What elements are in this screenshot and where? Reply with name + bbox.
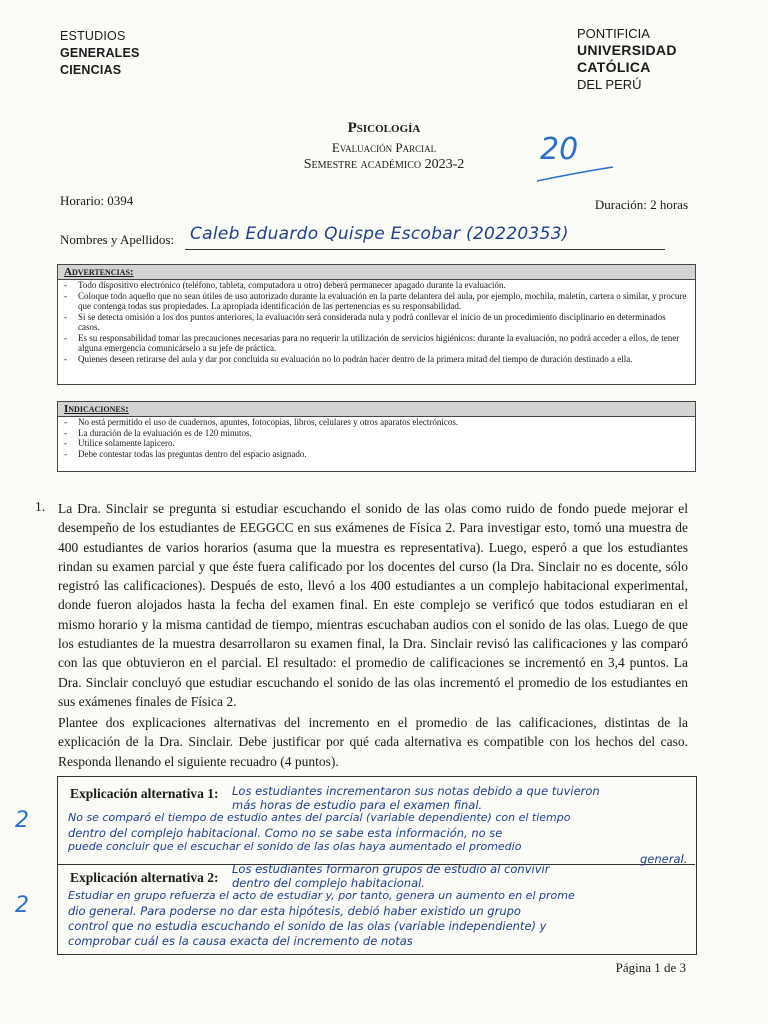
faculty-line-1: ESTUDIOS bbox=[60, 29, 126, 43]
name-line bbox=[185, 249, 665, 250]
question-text: La Dra. Sinclair se pregunta si estudiar escuchando el sonido de las olas como ruido de fondo puede mejorar el desempeño de los estudiantes de EEGGCC en sus exámenes de Física 2. Para investigar esto, tomó una muestra de 400 estudiantes de varios horarios (asuma que la muestra es representativa). Luego, esperó a que los estudiantes rindan su examen parcial y que éste fuera calificado por los docentes del curso (la Dra. Sinclair no es docente, sólo registró las calificaciones). Después de esto, llevó a los 400 estudiantes a un complejo habitacional experimental, donde fueron alojados hasta la fecha del examen final. En este complejo se verificó que todos estudiaran en el mismo horario y la misma cantidad de tiempo, mientras escuchaban audios con el sonido de las olas. Luego de que los estudiantes de la muestra desarrollaron su examen final, la Dra. Sinclair revisó las calificaciones y las comparó con las que obtuvieron en el parcial. El resultado: el promedio de calificaciones se incrementó en 3,4 puntos. La Dra. Sinclair concluyó que estudiar escuchando el sonido de las olas incrementó el promedio de los estudiantes en sus exámenes finales de Física 2. bbox=[58, 501, 688, 709]
instruction-item: - No está permitido el uso de cuadernos, apuntes, fotocopias, libros, celulares y otros aparatos electrónicos. bbox=[64, 417, 689, 428]
warnings-box bbox=[57, 264, 696, 385]
alt1-label: Explicación alternativa 1: bbox=[70, 786, 219, 801]
instructions-heading: Indicaciones: bbox=[58, 402, 695, 417]
instructions-box bbox=[57, 401, 696, 472]
warning-item: - Es su responsabilidad tomar las precauciones necesarias para no requerir la utilización de servicios higiénicos: durante la evaluación, no podrá acceder a ellos, de tener alguna emergencia comunicárselo a su jefe de práctica. bbox=[64, 333, 689, 354]
university-line-4: DEL PERÚ bbox=[577, 77, 642, 92]
university-line-1: PONTIFICIA bbox=[577, 26, 650, 41]
question-number: 1. bbox=[35, 499, 46, 514]
alt1-score: 2 bbox=[15, 808, 29, 833]
grade-underline bbox=[535, 165, 615, 183]
duration: Duración: 2 horas bbox=[594, 197, 688, 212]
faculty-line-2: GENERALES bbox=[60, 46, 140, 60]
alt2-score: 2 bbox=[15, 893, 29, 918]
university-line-3: CATÓLICA bbox=[577, 59, 651, 75]
faculty-block bbox=[60, 28, 140, 79]
instruction-item: - Utilice solamente lapicero. bbox=[64, 438, 689, 449]
question-task: Plantee dos explicaciones alternativas del incremento en el promedio de las calificaciones, distintas de la explicación de la Dra. Sinclair. Debe justificar por qué cada alternativa es compatible con los hechos del caso. Responda llenando el siguiente recuadro (4 puntos). bbox=[58, 715, 688, 769]
alt1-line: No se comparó el tiempo de estudio antes del parcial (variable dependiente) con el tiempo bbox=[68, 811, 571, 824]
student-name: Caleb Eduardo Quispe Escobar (20220353) bbox=[190, 224, 569, 244]
grade-mark: 20 bbox=[540, 132, 579, 167]
university-logo bbox=[577, 25, 677, 93]
instruction-item: - Debe contestar todas las preguntas dentro del espacio asignado. bbox=[64, 449, 689, 460]
warnings-heading: Advertencias: bbox=[58, 265, 695, 280]
alt1-line: puede concluir que el escuchar el sonido de las olas haya aumentado el promedio bbox=[68, 840, 522, 853]
warning-item: - Quienes deseen retirarse del aula y dar por concluida su evaluación no lo podrán hacer dentro de la primera mitad del tiempo de duración destinado a ella. bbox=[64, 354, 689, 365]
schedule: Horario: 0394 bbox=[60, 193, 134, 208]
instructions-list bbox=[58, 417, 695, 459]
warning-item: - Todo dispositivo electrónico (teléfono, tableta, computadora u otro) deberá permanecer apagado durante la evaluación. bbox=[64, 280, 689, 291]
alt2-line: control que no estudia escuchando el sonido de las olas (variable independiente) y bbox=[68, 919, 547, 933]
alt2-line: Los estudiantes formaron grupos de estudio al convivir bbox=[232, 862, 550, 876]
exam-subtitle: Evaluación Parcial bbox=[331, 140, 437, 155]
faculty-line-3: CIENCIAS bbox=[60, 63, 122, 77]
page-number: Página 1 de 3 bbox=[615, 960, 686, 975]
alt2-line: dentro del complejo habitacional. bbox=[232, 876, 425, 890]
instruction-item: - La duración de la evaluación es de 120 minutos. bbox=[64, 428, 689, 439]
alt2-line: Estudiar en grupo refuerza el acto de estudiar y, por tanto, genera un aumento en el prome bbox=[68, 889, 575, 902]
alt2-label: Explicación alternativa 2: bbox=[70, 870, 219, 885]
warning-item: - Coloque todo aquello que no sean útiles de uso autorizado durante la evaluación en la parte delantera del aula, por ejemplo, mochila, maletín, cartera o similar, y procure que contenga todas sus propiedades. La apropiada identificación de las pertenencias es su responsabilidad. bbox=[64, 291, 689, 312]
alt2-line: comprobar cuál es la causa exacta del incremento de notas bbox=[68, 934, 413, 948]
alt2-line: dio general. Para poderse no dar esta hipótesis, debió haber existido un grupo bbox=[68, 904, 521, 918]
alt1-line: general. bbox=[640, 852, 688, 866]
warning-item: - Si se detecta omisión a los dos puntos anteriores, la evaluación será considerada nula y podrá conllevar el inicio de un procedimiento disciplinario en determinados casos. bbox=[64, 312, 689, 333]
warnings-list bbox=[58, 280, 695, 364]
alt1-line: más horas de estudio para el examen final. bbox=[232, 798, 483, 812]
alt1-line: dentro del complejo habitacional. Como no se sabe esta información, no se bbox=[68, 826, 503, 840]
name-label: Nombres y Apellidos: bbox=[60, 232, 175, 247]
exam-semester: Semestre académico 2023-2 bbox=[303, 157, 465, 172]
university-line-2: UNIVERSIDAD bbox=[577, 42, 677, 58]
alt1-line: Los estudiantes incrementaron sus notas debido a que tuvieron bbox=[232, 784, 600, 798]
exam-title: Psicología bbox=[347, 120, 421, 136]
